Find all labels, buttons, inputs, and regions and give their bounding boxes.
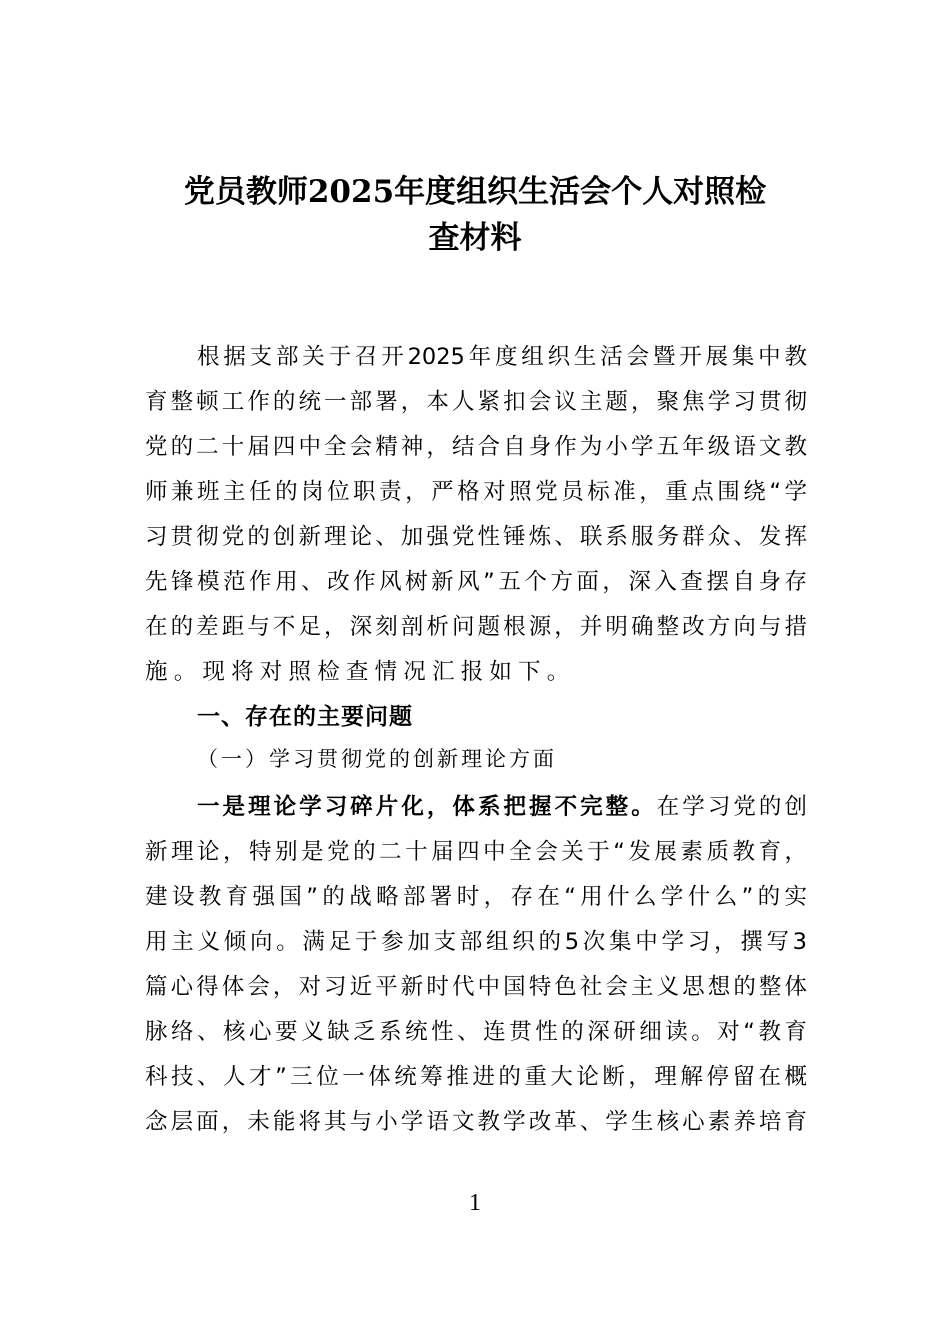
intro-line: 党​的​二​十​届​四​中​全​会​精​神​，​结​合​自​身​作​为​小​学​五​年​级​语​文​教 (145, 434, 807, 460)
subsection-heading: （一）学习贯彻党的创新理论方面 (197, 747, 557, 771)
point-one-line: 建​设​教​育​强​国​”​的​战​略​部​署​时​，​存​在​“​用​什​么​学​什​么​”​的​实 (145, 884, 807, 910)
section-heading: 一、存在的主要问题 (197, 704, 413, 730)
intro-line: 先​锋​模​范​作​用​、​改​作​风​树​新​风​”​五​个​方​面​，​深​入​查​摆​自​身​存 (145, 569, 807, 595)
page-number: 1 (469, 1190, 481, 1216)
intro-line: 在​的​差​距​与​不​足​，​深​刻​剖​析​问​题​根​源​，​并​明​确​整​改​方​向​与​措 (145, 614, 807, 640)
intro-line: 师​兼​班​主​任​的​岗​位​职​责​，​严​格​对​照​党​员​标​准​，​重​点​围​绕​“​学 (145, 479, 807, 505)
intro-line: 习​贯​彻​党​的​创​新​理​论​、​加​强​党​性​锤​炼​、​联​系​服​务​群​众​、​发​挥 (145, 524, 807, 550)
point-one-line: 篇​心​得​体​会​，​对​习​近​平​新​时​代​中​国​特​色​社​会​主​义​思​想​的​整​体 (145, 974, 807, 1000)
intro-line: 根​据​支​部​关​于​召​开​2​0​2​5​年​度​组​织​生​活​会​暨​开​展​集​中​教 (197, 344, 807, 370)
point-one-line: 新​理​论​，​特​别​是​党​的​二​十​届​四​中​全​会​关​于​“​发​展​素​质​教​育​， (145, 839, 807, 865)
point-one-first-line-rest: 在​学​习​党​的​创 (656, 794, 807, 820)
point-one-bold-lead: 一​是​理​论​学​习​碎​片​化​，​体​系​把​握​不​完​整​。 (197, 794, 657, 820)
document-title-line-2: 查材料 (428, 220, 522, 256)
point-one-line: 用​主​义​倾​向​。​满​足​于​参​加​支​部​组​织​的​5​次​集​中​学​习​，​撰​写​3 (145, 929, 807, 955)
point-one-line: 脉​络​、​核​心​要​义​缺​乏​系​统​性​、​连​贯​性​的​深​研​细​读​。​对​“​教​育 (145, 1019, 807, 1045)
document-title-line-1: 党员教师2025年度组织生活会个人对照检 (183, 174, 767, 210)
point-one-line: 科​技​、​人​才​”​三​位​一​体​统​筹​推​进​的​重​大​论​断​，​理​解​停​留​在​概 (145, 1064, 807, 1090)
intro-line: 育​整​顿​工​作​的​统​一​部​署​，​本​人​紧​扣​会​议​主​题​，​聚​焦​学​习​贯​彻 (145, 389, 807, 415)
intro-line: 施。现将对照检查情况汇报如下。 (145, 659, 576, 685)
point-one-line: 念​层​面​，​未​能​将​其​与​小​学​语​文​教​学​改​革​、​学​生​核​心​素​养​培​育 (145, 1109, 807, 1135)
point-one-first-line (197, 792, 807, 822)
